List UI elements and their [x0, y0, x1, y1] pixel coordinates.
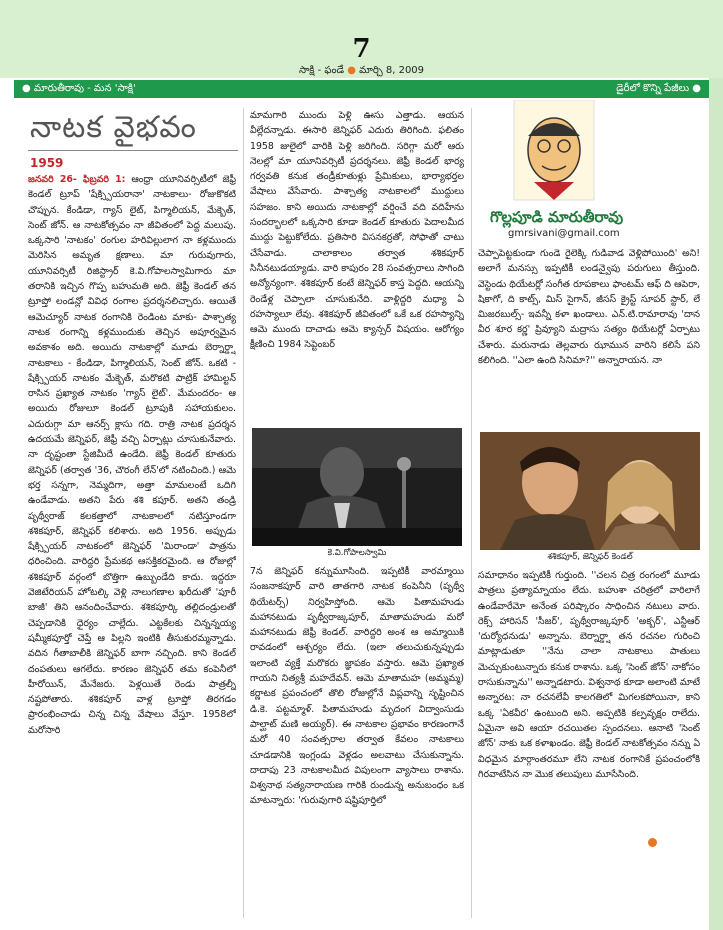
section-right: డైరీలో కొన్ని పేజీలు ● [616, 83, 701, 94]
column-divider [243, 108, 244, 918]
photo-shashi-jennifer [480, 432, 700, 550]
column-3-bottom [478, 568, 700, 838]
column-1 [28, 172, 236, 918]
column-1-text: ఆంధ్రా యూనివర్సిటీలో జెఫ్రీ కెండల్ ట్రూప్ 'షేక్స్పియరానా' నాటకాలు- రోజుకొకటి చొప్పున. కేండిడా, గ్యాస్ లైట్, పిగ్మాలియన్, మేక్బెత్, సెంట్ జోన్. ఆ నాటకోత్సవం నా జీవితంలో పెద్ద మలుపు. ఒక్కసారి 'నాటకం' రంగుల హరివిల్లులాగ నా కళ్లముందు మెరిసిన అమృత క్షణాలు. మా గురువుగారు, యూనివర్సిటీ రిజిస్ట్రార్ కె.వి.గోపాలస్వామిగారు మా తరానికి ఇచ్చిన గొప్ప బహుమతి అది. జెఫ్రీ కెండల్ తన ట్రూప్తో లండన్లో వివిధ రంగాల ప్రదర్శనలిచ్చారు. ఆయితే ఆమెచ్యూర్ నాటక రంగానికి రెండింట మాకు- పాశ్చాత్య నాటక రంగాన్ని కళ్లముందుకు తెచ్చిన అపూర్వమైన అవకాశం అది. అయిదు నాటకాల్లో మూడు బెర్నార్డ్షా నాటకాలు - కేండిడా, పిగ్మాలియన్, సెంట్ జోన్. ఒకటి - షేక్స్పియర్ నాటకం మేక్బెత్, మరొకటి పాట్రిక్ హామిల్టన్ రాసిన ప్రఖ్యాత నాటకం 'గ్యాస్ లైట్'. మేమందరం- ఆ అయిదు రోజులూ కెండల్ ట్రూపుకి సహాయకులం. ఎదురుగ్గా మా ఆనర్స్ క్లాసు గది. రాత్రి నాటక ప్రదర్శన ఉదయమే జెన్నిఫర్, జెఫ్రీ వచ్చి ఏర్పాట్లు చూసుకునేవారు. నా దృష్టంతా స్టేజిమీదే ఉండేది. జెఫ్రీ కెండల్ కూతురు జెన్నిఫర్ (తర్వాత '36, చౌరంగీ లేన్'లో నటించింది.) ఆమె భర్త సన్నగా, నెమ్మదిగా, అత్తా మామలంటే ఒదిగి ఉండేవాడు. అతని పేరు శశి కపూర్. అతని తండ్రి పృథ్వీరాజ్ కలకత్తాలో నాటకాలలో నటిస్తూండగా శశికపూర్, జెన్నిఫర్ కలిశారు. అది 1956. అప్పుడు షేక్స్పియర్ నాటకంలో జెన్నిఫర్ 'మిరాండా' పాత్రను ధరించింది. వారిద్దరి ప్రేమకథ ఆసక్తికరమైంది. ఆ రోజుల్లో శశికపూర్ వర్గంలో బొత్తిగా ఉబ్బుండేది కాదు. ఇద్దరూ వెజిటేరియన్ హోటల్కి వెళ్లి నాలుగణాల ఖరీదుతో 'పూరీ బాజీ' తిని ఆనందించేవారు. శశికపూర్కి తల్లిదండ్రులతో చెప్పడానికి ధైర్యం చాల్లేదు. ఎట్టకేలకు చిన్నన్నయ్య షమ్మీకపూర్తో చెప్తే ఆ పిల్లని ఇంటికి తీసుకురమ్మన్నాడు. వదిన గీతాబాలీకి జెన్నిఫర్ బాగా నచ్చింది. కాని కెండల్ దంపతులు ఆగలేదు. కారణం జెన్నిఫర్ తమ కంపెనీలో హీరోయిన్, మేనేజరు. పెళ్లయితే రెండు పాత్రల్నీ నష్టపోతారు. శశికపూర్ వాళ్ల ట్రూప్తో తిరగడం ప్రారంభించాడు చిన్న చిన్న వేషాలు వేస్తూ. 1958లో మరోసారి [28, 174, 236, 736]
dateline-paper: సాక్షి - ఫండే [298, 65, 345, 76]
right-margin-strip [709, 78, 723, 930]
dateline [0, 64, 723, 78]
column-3b-text: సమాధానం ఇప్పటికీ గుర్తుంది. ''చలన చిత్ర రంగంలో మూడు పాత్రలు ప్రత్యామ్నాయం లేదు. బహుశా చరిత్రలో వారిలాగే ఉండేవారేమో అనేంత పరిష్కారం సాధించిన నటులు వారు. రెక్స్ హారిసన్ 'సీజర్', పృథ్వీరాజ్కపూర్ 'అక్బర్', ఎన్టీఆర్ 'దుర్యోధనుడు' అన్నాను. బెర్నార్డ్షా తన రచనల గురించి మాట్లాడుతూ ''నేను చాలా నాటకాలు పాతులు మెచ్చుకుంటున్నారు కనుక రాశాను. ఒక్క 'సెంట్ జోన్' నాకోసం రాసుకున్నాను'' అన్నాడటారు. విశ్వనాథ కూడా అలాంటి మాటే అన్నారట: నా రచనలేవీ కాలగతిలో మిగలకపోయినా, కాని ఒక్క 'ఏకవీర' ఉంటుంది అని. అప్పటికి కల్పవృక్షం రాలేదు. ఏమైనా అవి ఆయా రచయితల స్పందనలు. ఆనాటి 'సెంట్ జోన్' నాకు ఒక కళాఖండం. జెఫ్రీ కెండల్ నాటకోత్సవం నన్ను ఏ విధమైన మార్గాంతరమూ లేని నాటక రంగానికే ప్రపంచంలోకి గిరవాటేసిన నా మొక తలుపులు మూసేసింది. [478, 570, 700, 780]
photo-2-caption: శశికపూర్, జెన్నిఫర్ కెండల్ [547, 552, 633, 562]
column-2-bottom [250, 564, 464, 918]
left-margin [0, 78, 14, 930]
author-caricature [474, 100, 709, 205]
dateline-dot: ● [347, 65, 360, 76]
column-2b-text: 7న జెన్నిఫర్ కన్నుమూసింది. ఇప్పటికీ వారమ్మాయి సంజనాకపూర్ వారి తాతగారి నాటక కంపెనీని (పృథ్వీ థియేటర్స్) నిర్వహిస్తోంది. ఆమె పితామహుడు మహానటుడు పృథ్వీరాజ్కపూర్, మాతామహుడు మరో మహానటుడు జెఫ్రీ కెండల్. వారిద్దరి అంశ ఆ అమ్మాయికి రావడంలో ఆశ్చర్యం లేదు. (ఇలా తలుచుకున్నప్పుడు ఇలాంటి వ్యక్తే మరొకరు జ్ఞాపకం వస్తారు. ఆమె ప్రఖ్యాత గాయని నిత్యశ్రీ మహదేవన్. ఆమె మాతామహ (అమ్మమ్మ) కర్ణాటక ప్రపంచంలో తొలి రోజుల్లోనే విప్లవాన్ని సృష్టించిన డి.కె. పట్టమ్మాళ్. పితామహుడు మృదంగ విద్వాంసుడు పాల్ఘాట్ మణి అయ్యర్). ఈ నాటకాల ప్రభావం కారణంగానే మరో 40 సంవత్సరాల తర్వాత కేవలం నాటకాలు చూడడానికి ఇంగ్లండు వెళ్లడం అలవాటు చేసుకున్నాను. దాదాపు 23 నాటకాలమీద విపులంగా వ్యాసాలు రాశాను. విశ్వనాథ సత్యనారాయణ గారికి రుండున్న అనుబంధం ఒక మాటన్నారు: 'గురువుగారి షష్టిపూర్తిలో [250, 566, 464, 807]
photo-1-caption: కె.వి.గోపాలస్వామి [327, 548, 387, 558]
page-number: 7 [352, 34, 371, 64]
section-left: ● మారుతీరావు - మన 'సాక్షి' [22, 83, 136, 94]
column-divider [471, 108, 472, 918]
author-name: గొల్లపూడి మారుతీరావు [490, 208, 624, 226]
column-3-top [478, 246, 700, 426]
title-underline [28, 150, 238, 151]
photo-gopalaswamy [252, 428, 462, 546]
column-2a-text: మామగారి ముందు పెళ్లి ఊసు ఎత్తాడు. ఆయన వీల్లేదన్నాడు. ఈసారి జెన్నిఫర్ ఎదురు తిరిగింది. ఫలితం 1958 జులైలో వారికి పెళ్లి జరిగింది. సరిగ్గా మరో ఆరు నెలల్లో మా యూనివర్సిటీ ప్రదర్శనలు. జెఫ్రీ కెండల్ భార్య గర్వవతి కనుక తండ్రీకూతుళ్లు ప్రేమికులు, భార్యాభర్తల వేషాలు వేసేవారు. పాశ్చాత్య నాటకాలలో ముద్దులు సహజం. కాని అయిదు నాటకాల్లో వర్షించే వది వదిహేను సందర్భాలలో ఒక్కసారి కూడా కెండల్ కూతురు పెదాలమీద ముద్దు పెట్టుకోలేదు. ప్రతిసారి విసనకర్రతో, సోఫాతో చాటు చేసేవాడు. చాలాకాలం తర్వాత శశికపూర్ సినీనటుడయ్యాడు. వారి కాపురం 28 సంవత్సరాలు సాగింది అన్యోన్యంగా. శశికపూర్ కంటే జెన్నిఫర్ కాస్త పెద్దది. ఆయన్ని రెండేళ్ల చెప్పాలా చూసుకునేది. వాళ్లిద్దరి మధ్యా ఏ రహస్యాలూ లేవు. శశికపూర్ జీవితంలో ఒకే ఒక రహస్యాన్ని ఆమె ముందు దాచాడు ఆమె క్యాన్సర్ విషయం. ఆరోగ్యం క్షీణించి 1984 సెప్టెంబర్ [250, 110, 464, 351]
article-year: 1959 [30, 156, 64, 170]
dateline-date: మార్చి 8, 2009 [359, 65, 425, 76]
column-3a-text: చెప్పాపెట్టకుండా గుండె రైలెక్కి గుడివాడ వెళ్లిపోయింది' అని! అలాగే మనస్సు ఇప్పటికీ లండన్వైపు పరుగులు తీస్తుంది. వెస్టెండు థియేటర్లో సంగీత రూపకాలు ఫాంటమ్ ఆఫ్ ది ఆపెరా, షికాగో, ది కాట్స్, మిస్ సైగాన్, జీసస్ క్రైస్ట్ సూపర్ స్టార్, లే మిజరబుల్స్- ఇవన్నీ కళా ఖండాలు. ఎన్.టి.రామారావు 'దాన వీర శూర కర్ణ' ప్రివ్యూని మద్రాసు సత్యం థియేటర్లో ఏర్పాటు చేశారు. మరునాడు తెల్లవారు ఝామున వారిని కలిసే పని కలిగింది. ''ఎలా ఉంది సినిమా?'' అన్నారాయన. నా [478, 248, 700, 367]
column-2-top [250, 108, 464, 426]
section-bar [14, 80, 709, 98]
portrait-image [252, 428, 462, 546]
end-mark-icon [648, 838, 657, 847]
date-range-lead: జనవరి 26- ఫిబ్రవరి 1: [28, 174, 126, 185]
article-title: నాటక వైభవం [30, 110, 197, 145]
couple-image [480, 432, 700, 550]
author-email[interactable]: gmrsivani@gmail.com [508, 228, 620, 239]
